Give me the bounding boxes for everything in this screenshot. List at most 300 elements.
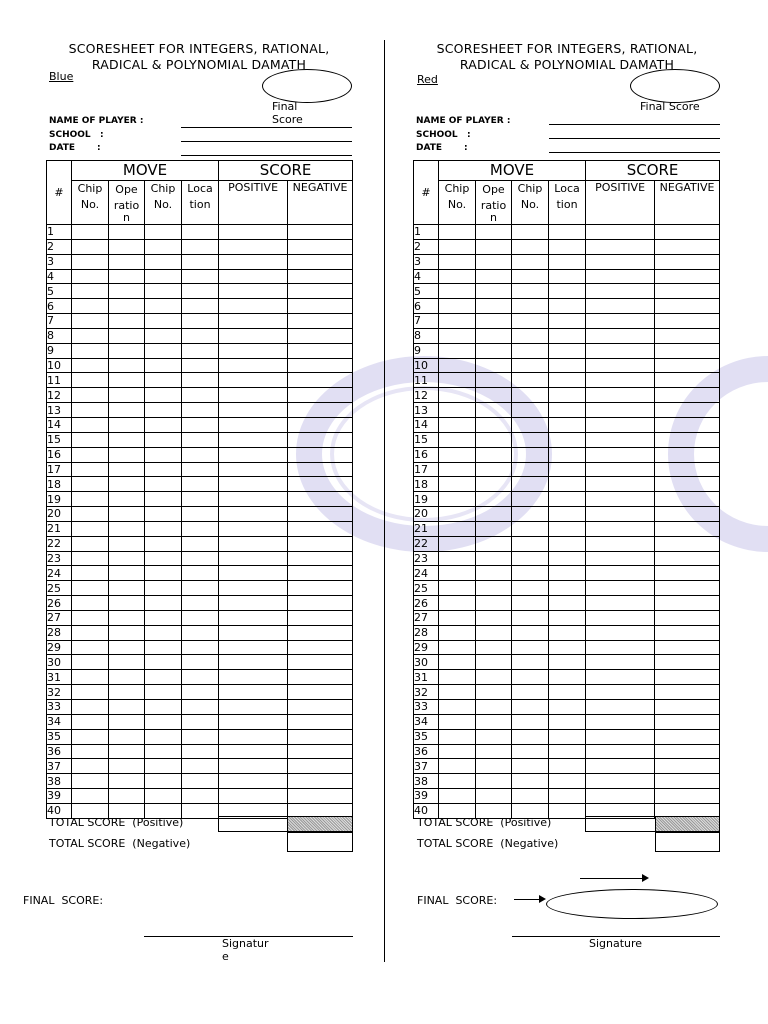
location-cell[interactable]: [549, 328, 586, 343]
chip-no-cell[interactable]: [439, 685, 476, 700]
chip-no-2-cell[interactable]: [145, 239, 182, 254]
chip-no-cell[interactable]: [72, 640, 109, 655]
chip-no-2-cell[interactable]: [512, 477, 549, 492]
right-school-field[interactable]: [549, 138, 720, 139]
operation-cell[interactable]: [476, 536, 512, 551]
chip-no-2-cell[interactable]: [512, 432, 549, 447]
negative-cell[interactable]: [655, 774, 720, 789]
operation-cell[interactable]: [476, 343, 512, 358]
positive-cell[interactable]: [586, 581, 655, 596]
negative-cell[interactable]: [655, 670, 720, 685]
chip-no-cell[interactable]: [439, 225, 476, 240]
positive-cell[interactable]: [219, 432, 288, 447]
location-cell[interactable]: [549, 373, 586, 388]
left-school-field[interactable]: [181, 141, 352, 142]
right-final-score-oval[interactable]: [630, 69, 720, 103]
positive-cell[interactable]: [586, 269, 655, 284]
chip-no-cell[interactable]: [439, 254, 476, 269]
chip-no-cell[interactable]: [72, 417, 109, 432]
location-cell[interactable]: [182, 625, 219, 640]
chip-no-2-cell[interactable]: [145, 328, 182, 343]
positive-cell[interactable]: [586, 536, 655, 551]
negative-cell[interactable]: [288, 492, 353, 507]
operation-cell[interactable]: [476, 507, 512, 522]
positive-cell[interactable]: [586, 759, 655, 774]
operation-cell[interactable]: [476, 759, 512, 774]
negative-cell[interactable]: [655, 225, 720, 240]
location-cell[interactable]: [182, 803, 219, 818]
operation-cell[interactable]: [109, 759, 145, 774]
chip-no-cell[interactable]: [72, 358, 109, 373]
positive-cell[interactable]: [586, 625, 655, 640]
location-cell[interactable]: [549, 581, 586, 596]
location-cell[interactable]: [182, 403, 219, 418]
chip-no-2-cell[interactable]: [512, 373, 549, 388]
operation-cell[interactable]: [109, 314, 145, 329]
chip-no-2-cell[interactable]: [145, 610, 182, 625]
location-cell[interactable]: [182, 432, 219, 447]
left-total-positive-cell[interactable]: [218, 816, 288, 832]
positive-cell[interactable]: [219, 521, 288, 536]
location-cell[interactable]: [182, 462, 219, 477]
right-total-positive-cell[interactable]: [585, 816, 656, 832]
negative-cell[interactable]: [288, 744, 353, 759]
chip-no-cell[interactable]: [72, 225, 109, 240]
operation-cell[interactable]: [476, 403, 512, 418]
operation-cell[interactable]: [476, 685, 512, 700]
location-cell[interactable]: [182, 373, 219, 388]
operation-cell[interactable]: [476, 789, 512, 804]
positive-cell[interactable]: [586, 610, 655, 625]
operation-cell[interactable]: [109, 328, 145, 343]
chip-no-cell[interactable]: [72, 685, 109, 700]
negative-cell[interactable]: [655, 358, 720, 373]
operation-cell[interactable]: [476, 447, 512, 462]
location-cell[interactable]: [182, 358, 219, 373]
chip-no-2-cell[interactable]: [512, 700, 549, 715]
positive-cell[interactable]: [586, 744, 655, 759]
positive-cell[interactable]: [586, 358, 655, 373]
operation-cell[interactable]: [109, 789, 145, 804]
positive-cell[interactable]: [586, 670, 655, 685]
location-cell[interactable]: [182, 566, 219, 581]
operation-cell[interactable]: [109, 239, 145, 254]
location-cell[interactable]: [182, 640, 219, 655]
negative-cell[interactable]: [655, 521, 720, 536]
chip-no-cell[interactable]: [439, 269, 476, 284]
chip-no-2-cell[interactable]: [512, 759, 549, 774]
positive-cell[interactable]: [586, 225, 655, 240]
positive-cell[interactable]: [586, 700, 655, 715]
chip-no-2-cell[interactable]: [512, 714, 549, 729]
operation-cell[interactable]: [476, 625, 512, 640]
negative-cell[interactable]: [655, 789, 720, 804]
operation-cell[interactable]: [109, 774, 145, 789]
positive-cell[interactable]: [586, 447, 655, 462]
right-final-score-bottom-oval[interactable]: [546, 889, 718, 919]
negative-cell[interactable]: [655, 759, 720, 774]
chip-no-cell[interactable]: [72, 507, 109, 522]
positive-cell[interactable]: [219, 714, 288, 729]
positive-cell[interactable]: [586, 551, 655, 566]
location-cell[interactable]: [549, 507, 586, 522]
positive-cell[interactable]: [586, 462, 655, 477]
chip-no-cell[interactable]: [72, 299, 109, 314]
chip-no-2-cell[interactable]: [512, 328, 549, 343]
chip-no-cell[interactable]: [439, 314, 476, 329]
positive-cell[interactable]: [586, 388, 655, 403]
location-cell[interactable]: [549, 625, 586, 640]
location-cell[interactable]: [549, 610, 586, 625]
positive-cell[interactable]: [219, 328, 288, 343]
chip-no-cell[interactable]: [72, 388, 109, 403]
chip-no-2-cell[interactable]: [512, 744, 549, 759]
positive-cell[interactable]: [586, 507, 655, 522]
operation-cell[interactable]: [109, 521, 145, 536]
location-cell[interactable]: [182, 685, 219, 700]
chip-no-2-cell[interactable]: [512, 492, 549, 507]
operation-cell[interactable]: [109, 685, 145, 700]
location-cell[interactable]: [549, 358, 586, 373]
positive-cell[interactable]: [586, 521, 655, 536]
operation-cell[interactable]: [476, 299, 512, 314]
negative-cell[interactable]: [288, 328, 353, 343]
negative-cell[interactable]: [288, 714, 353, 729]
location-cell[interactable]: [182, 521, 219, 536]
chip-no-2-cell[interactable]: [512, 685, 549, 700]
operation-cell[interactable]: [476, 521, 512, 536]
chip-no-cell[interactable]: [439, 299, 476, 314]
location-cell[interactable]: [549, 640, 586, 655]
operation-cell[interactable]: [476, 729, 512, 744]
chip-no-2-cell[interactable]: [145, 789, 182, 804]
negative-cell[interactable]: [655, 551, 720, 566]
location-cell[interactable]: [182, 284, 219, 299]
operation-cell[interactable]: [476, 388, 512, 403]
operation-cell[interactable]: [109, 581, 145, 596]
chip-no-cell[interactable]: [72, 343, 109, 358]
location-cell[interactable]: [182, 744, 219, 759]
location-cell[interactable]: [549, 803, 586, 818]
positive-cell[interactable]: [586, 403, 655, 418]
location-cell[interactable]: [182, 254, 219, 269]
chip-no-2-cell[interactable]: [145, 774, 182, 789]
chip-no-cell[interactable]: [439, 447, 476, 462]
chip-no-2-cell[interactable]: [145, 225, 182, 240]
positive-cell[interactable]: [219, 403, 288, 418]
negative-cell[interactable]: [655, 566, 720, 581]
chip-no-2-cell[interactable]: [145, 670, 182, 685]
negative-cell[interactable]: [655, 462, 720, 477]
chip-no-cell[interactable]: [72, 239, 109, 254]
location-cell[interactable]: [182, 477, 219, 492]
positive-cell[interactable]: [219, 477, 288, 492]
negative-cell[interactable]: [655, 417, 720, 432]
chip-no-2-cell[interactable]: [512, 417, 549, 432]
positive-cell[interactable]: [219, 566, 288, 581]
positive-cell[interactable]: [219, 269, 288, 284]
positive-cell[interactable]: [586, 254, 655, 269]
negative-cell[interactable]: [655, 432, 720, 447]
positive-cell[interactable]: [219, 492, 288, 507]
positive-cell[interactable]: [586, 328, 655, 343]
operation-cell[interactable]: [109, 729, 145, 744]
chip-no-2-cell[interactable]: [145, 744, 182, 759]
negative-cell[interactable]: [655, 299, 720, 314]
positive-cell[interactable]: [586, 239, 655, 254]
chip-no-cell[interactable]: [72, 328, 109, 343]
chip-no-2-cell[interactable]: [145, 432, 182, 447]
operation-cell[interactable]: [476, 640, 512, 655]
positive-cell[interactable]: [586, 492, 655, 507]
right-total-negative-cell[interactable]: [655, 832, 720, 852]
left-final-score-oval[interactable]: [262, 69, 352, 103]
negative-cell[interactable]: [655, 640, 720, 655]
positive-cell[interactable]: [219, 373, 288, 388]
operation-cell[interactable]: [109, 670, 145, 685]
chip-no-2-cell[interactable]: [145, 314, 182, 329]
location-cell[interactable]: [182, 343, 219, 358]
positive-cell[interactable]: [586, 477, 655, 492]
chip-no-cell[interactable]: [439, 581, 476, 596]
location-cell[interactable]: [549, 403, 586, 418]
chip-no-cell[interactable]: [439, 492, 476, 507]
operation-cell[interactable]: [109, 388, 145, 403]
positive-cell[interactable]: [586, 596, 655, 611]
negative-cell[interactable]: [655, 507, 720, 522]
chip-no-cell[interactable]: [72, 700, 109, 715]
chip-no-cell[interactable]: [72, 403, 109, 418]
chip-no-2-cell[interactable]: [145, 521, 182, 536]
chip-no-2-cell[interactable]: [145, 729, 182, 744]
operation-cell[interactable]: [109, 373, 145, 388]
operation-cell[interactable]: [476, 328, 512, 343]
positive-cell[interactable]: [219, 225, 288, 240]
chip-no-2-cell[interactable]: [512, 447, 549, 462]
location-cell[interactable]: [549, 314, 586, 329]
chip-no-cell[interactable]: [439, 373, 476, 388]
chip-no-cell[interactable]: [72, 610, 109, 625]
operation-cell[interactable]: [476, 432, 512, 447]
positive-cell[interactable]: [586, 729, 655, 744]
location-cell[interactable]: [182, 269, 219, 284]
negative-cell[interactable]: [288, 759, 353, 774]
chip-no-cell[interactable]: [72, 744, 109, 759]
chip-no-cell[interactable]: [439, 610, 476, 625]
chip-no-cell[interactable]: [72, 759, 109, 774]
negative-cell[interactable]: [288, 700, 353, 715]
operation-cell[interactable]: [109, 596, 145, 611]
chip-no-2-cell[interactable]: [512, 566, 549, 581]
negative-cell[interactable]: [655, 269, 720, 284]
chip-no-cell[interactable]: [439, 655, 476, 670]
chip-no-2-cell[interactable]: [512, 521, 549, 536]
negative-cell[interactable]: [655, 729, 720, 744]
operation-cell[interactable]: [109, 566, 145, 581]
left-date-field[interactable]: [181, 155, 352, 156]
chip-no-2-cell[interactable]: [145, 759, 182, 774]
location-cell[interactable]: [182, 655, 219, 670]
negative-cell[interactable]: [288, 655, 353, 670]
chip-no-cell[interactable]: [72, 432, 109, 447]
negative-cell[interactable]: [288, 314, 353, 329]
positive-cell[interactable]: [219, 670, 288, 685]
negative-cell[interactable]: [655, 492, 720, 507]
operation-cell[interactable]: [476, 462, 512, 477]
negative-cell[interactable]: [288, 358, 353, 373]
negative-cell[interactable]: [288, 462, 353, 477]
location-cell[interactable]: [182, 759, 219, 774]
negative-cell[interactable]: [288, 774, 353, 789]
chip-no-cell[interactable]: [439, 284, 476, 299]
chip-no-2-cell[interactable]: [145, 403, 182, 418]
location-cell[interactable]: [182, 299, 219, 314]
location-cell[interactable]: [549, 299, 586, 314]
location-cell[interactable]: [549, 492, 586, 507]
negative-cell[interactable]: [655, 477, 720, 492]
chip-no-2-cell[interactable]: [145, 596, 182, 611]
operation-cell[interactable]: [109, 610, 145, 625]
chip-no-cell[interactable]: [72, 789, 109, 804]
negative-cell[interactable]: [655, 744, 720, 759]
location-cell[interactable]: [182, 328, 219, 343]
chip-no-cell[interactable]: [72, 596, 109, 611]
positive-cell[interactable]: [219, 581, 288, 596]
negative-cell[interactable]: [288, 403, 353, 418]
chip-no-cell[interactable]: [439, 596, 476, 611]
operation-cell[interactable]: [476, 239, 512, 254]
chip-no-cell[interactable]: [439, 759, 476, 774]
operation-cell[interactable]: [476, 492, 512, 507]
location-cell[interactable]: [549, 417, 586, 432]
chip-no-cell[interactable]: [72, 284, 109, 299]
chip-no-2-cell[interactable]: [145, 373, 182, 388]
positive-cell[interactable]: [219, 685, 288, 700]
chip-no-2-cell[interactable]: [145, 343, 182, 358]
positive-cell[interactable]: [586, 714, 655, 729]
chip-no-2-cell[interactable]: [145, 655, 182, 670]
negative-cell[interactable]: [288, 521, 353, 536]
negative-cell[interactable]: [655, 447, 720, 462]
chip-no-2-cell[interactable]: [512, 536, 549, 551]
operation-cell[interactable]: [476, 610, 512, 625]
chip-no-cell[interactable]: [72, 566, 109, 581]
negative-cell[interactable]: [655, 685, 720, 700]
negative-cell[interactable]: [288, 269, 353, 284]
chip-no-2-cell[interactable]: [512, 596, 549, 611]
operation-cell[interactable]: [109, 462, 145, 477]
negative-cell[interactable]: [655, 254, 720, 269]
positive-cell[interactable]: [219, 507, 288, 522]
operation-cell[interactable]: [476, 225, 512, 240]
chip-no-2-cell[interactable]: [512, 610, 549, 625]
operation-cell[interactable]: [476, 566, 512, 581]
chip-no-cell[interactable]: [72, 314, 109, 329]
chip-no-2-cell[interactable]: [145, 566, 182, 581]
operation-cell[interactable]: [476, 655, 512, 670]
chip-no-cell[interactable]: [439, 388, 476, 403]
negative-cell[interactable]: [288, 729, 353, 744]
negative-cell[interactable]: [288, 388, 353, 403]
negative-cell[interactable]: [288, 685, 353, 700]
positive-cell[interactable]: [219, 655, 288, 670]
chip-no-2-cell[interactable]: [145, 625, 182, 640]
positive-cell[interactable]: [219, 744, 288, 759]
location-cell[interactable]: [182, 610, 219, 625]
chip-no-cell[interactable]: [439, 566, 476, 581]
negative-cell[interactable]: [288, 670, 353, 685]
negative-cell[interactable]: [655, 581, 720, 596]
chip-no-2-cell[interactable]: [512, 254, 549, 269]
location-cell[interactable]: [182, 581, 219, 596]
positive-cell[interactable]: [586, 685, 655, 700]
operation-cell[interactable]: [109, 625, 145, 640]
location-cell[interactable]: [549, 447, 586, 462]
negative-cell[interactable]: [288, 343, 353, 358]
operation-cell[interactable]: [476, 774, 512, 789]
positive-cell[interactable]: [219, 789, 288, 804]
operation-cell[interactable]: [109, 432, 145, 447]
operation-cell[interactable]: [476, 744, 512, 759]
positive-cell[interactable]: [219, 700, 288, 715]
chip-no-cell[interactable]: [439, 521, 476, 536]
negative-cell[interactable]: [655, 328, 720, 343]
location-cell[interactable]: [182, 536, 219, 551]
location-cell[interactable]: [549, 551, 586, 566]
negative-cell[interactable]: [288, 477, 353, 492]
operation-cell[interactable]: [476, 417, 512, 432]
location-cell[interactable]: [549, 254, 586, 269]
chip-no-2-cell[interactable]: [145, 507, 182, 522]
positive-cell[interactable]: [586, 655, 655, 670]
chip-no-cell[interactable]: [72, 581, 109, 596]
chip-no-cell[interactable]: [439, 551, 476, 566]
chip-no-cell[interactable]: [439, 774, 476, 789]
negative-cell[interactable]: [288, 789, 353, 804]
location-cell[interactable]: [549, 432, 586, 447]
operation-cell[interactable]: [109, 640, 145, 655]
location-cell[interactable]: [549, 655, 586, 670]
positive-cell[interactable]: [219, 462, 288, 477]
operation-cell[interactable]: [476, 581, 512, 596]
negative-cell[interactable]: [288, 373, 353, 388]
chip-no-2-cell[interactable]: [512, 299, 549, 314]
chip-no-2-cell[interactable]: [145, 581, 182, 596]
negative-cell[interactable]: [288, 417, 353, 432]
chip-no-2-cell[interactable]: [512, 655, 549, 670]
operation-cell[interactable]: [109, 417, 145, 432]
operation-cell[interactable]: [476, 373, 512, 388]
operation-cell[interactable]: [109, 714, 145, 729]
chip-no-cell[interactable]: [72, 447, 109, 462]
chip-no-cell[interactable]: [439, 729, 476, 744]
chip-no-2-cell[interactable]: [145, 388, 182, 403]
negative-cell[interactable]: [655, 403, 720, 418]
chip-no-2-cell[interactable]: [512, 640, 549, 655]
location-cell[interactable]: [549, 789, 586, 804]
negative-cell[interactable]: [288, 581, 353, 596]
operation-cell[interactable]: [476, 269, 512, 284]
location-cell[interactable]: [182, 388, 219, 403]
chip-no-2-cell[interactable]: [512, 789, 549, 804]
chip-no-2-cell[interactable]: [145, 269, 182, 284]
chip-no-2-cell[interactable]: [145, 447, 182, 462]
chip-no-cell[interactable]: [439, 700, 476, 715]
negative-cell[interactable]: [288, 299, 353, 314]
location-cell[interactable]: [549, 536, 586, 551]
operation-cell[interactable]: [109, 447, 145, 462]
chip-no-cell[interactable]: [439, 507, 476, 522]
